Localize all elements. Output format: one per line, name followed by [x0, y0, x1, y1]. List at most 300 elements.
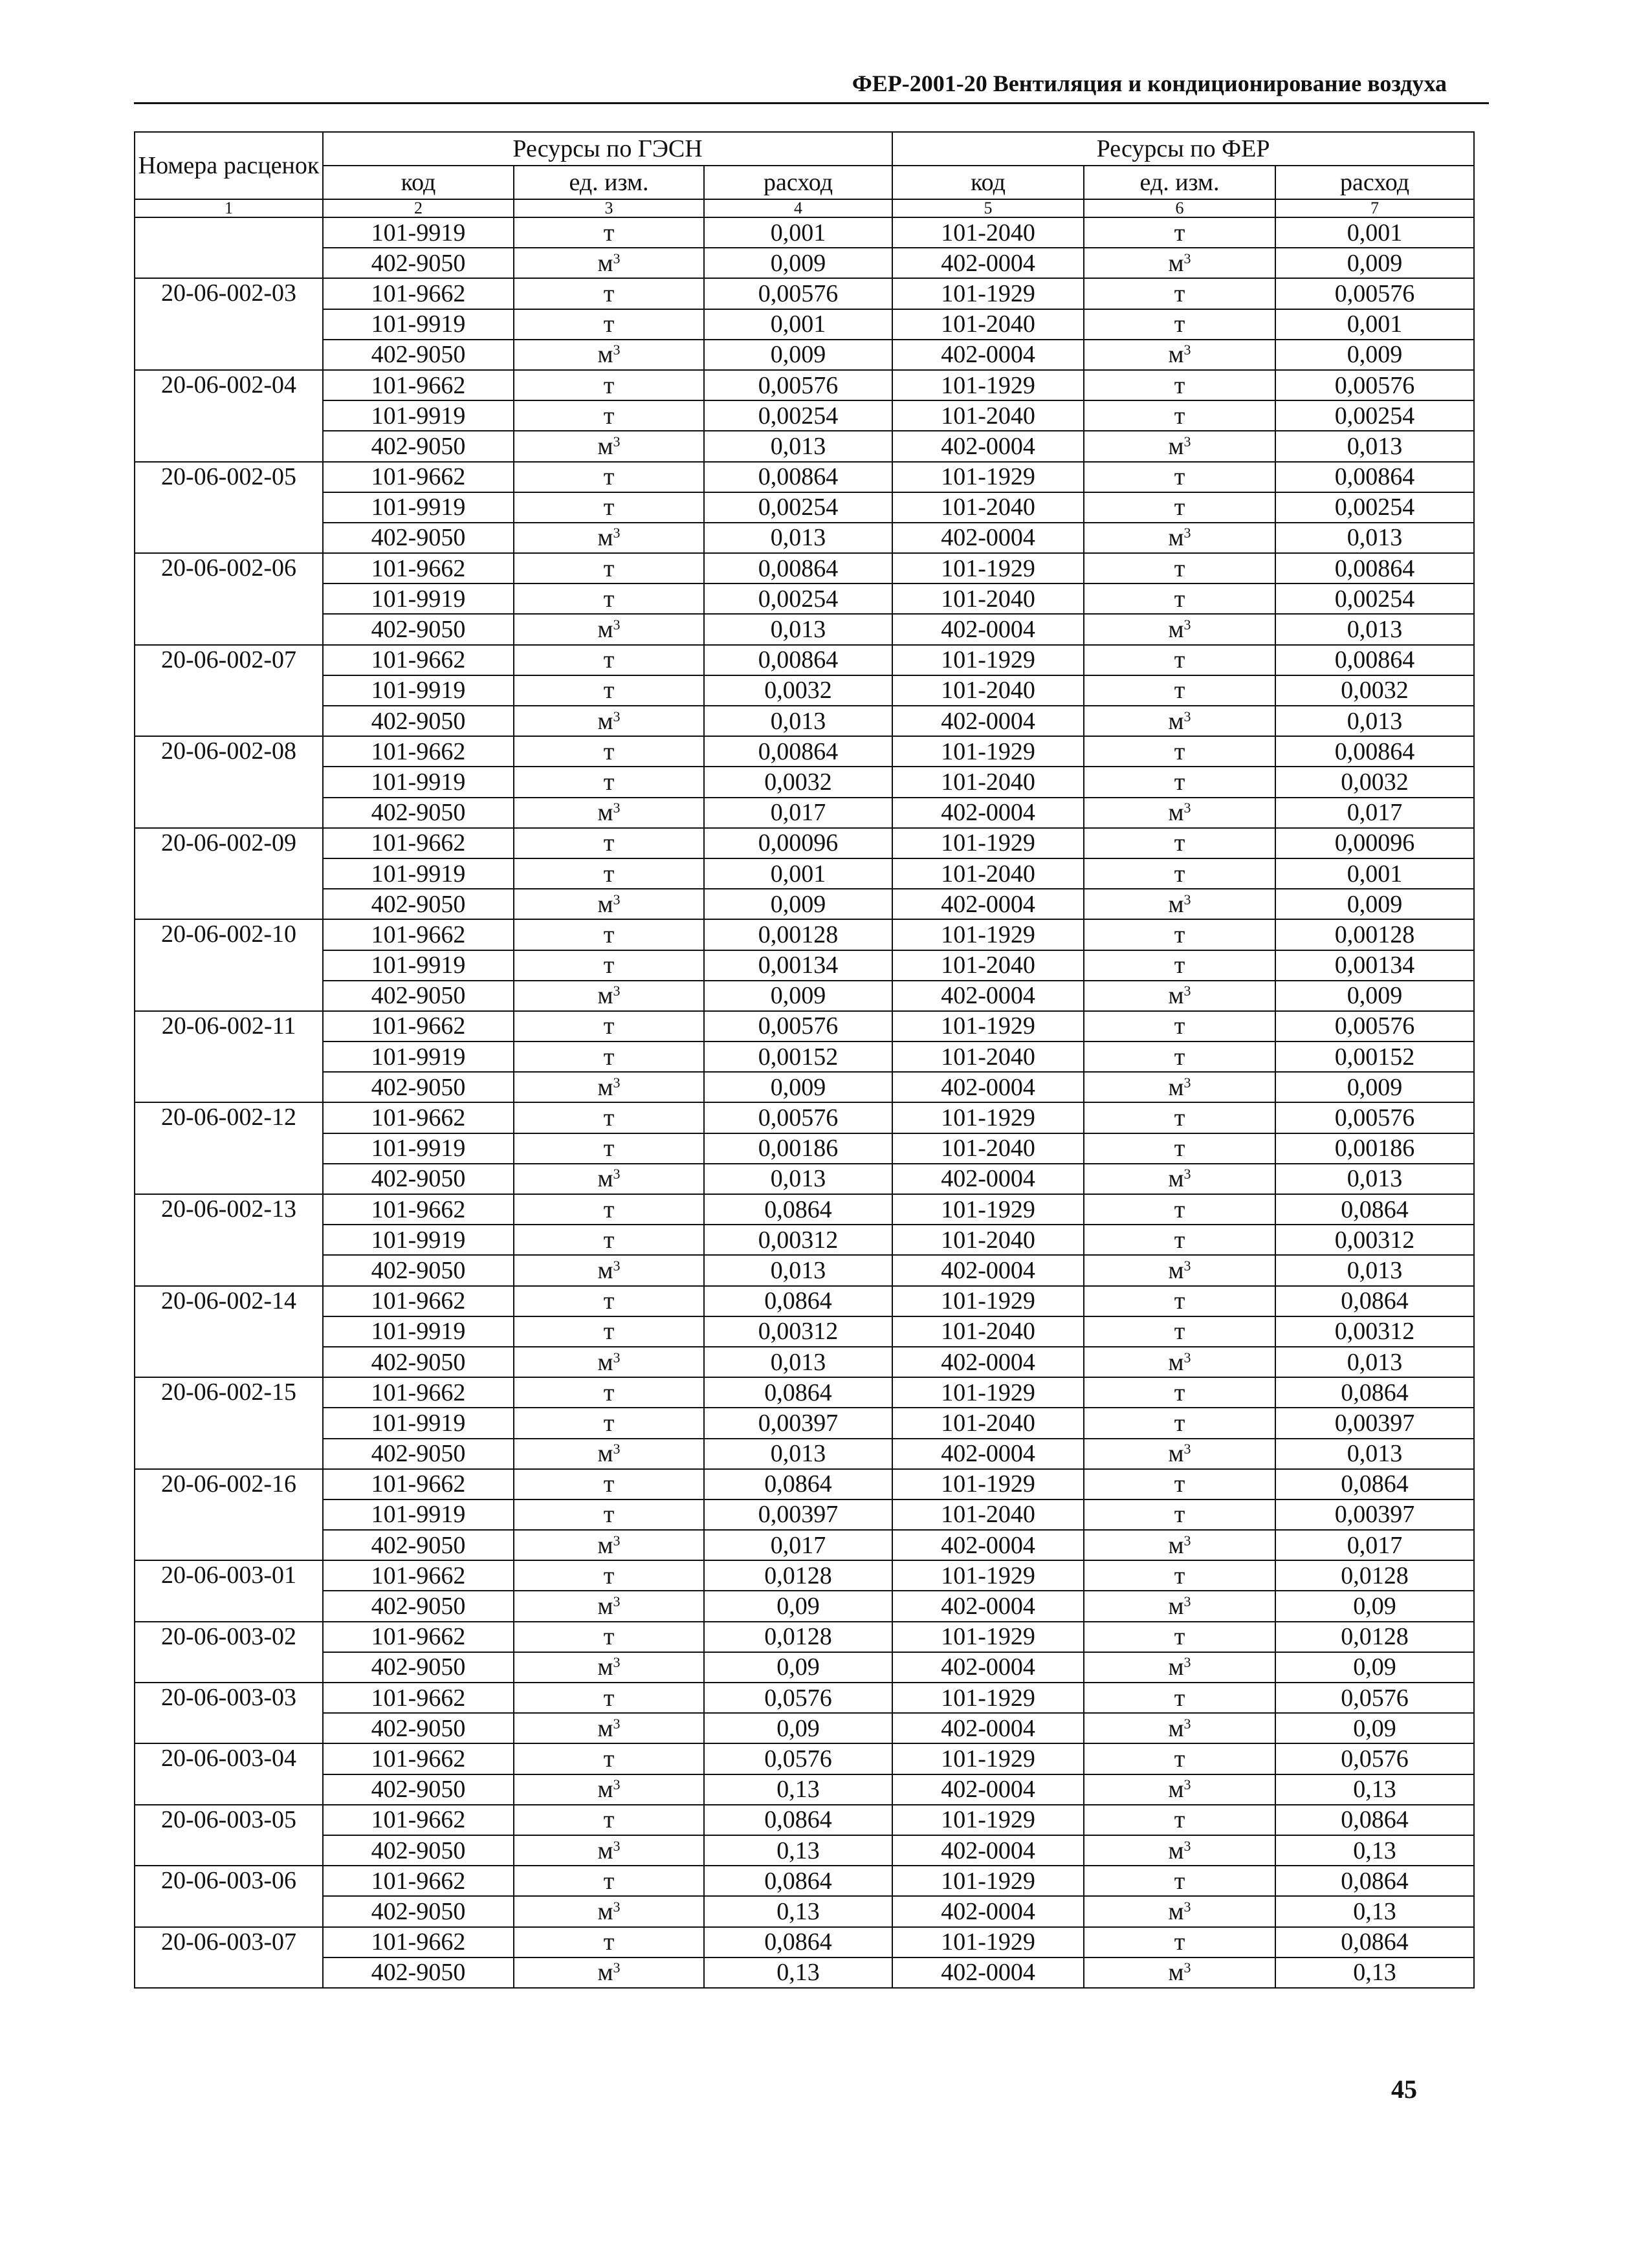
fer-amount-cell: 0,0032 — [1275, 675, 1474, 706]
fer-code-cell: 101-1929 — [892, 1622, 1084, 1652]
fer-code-cell: 101-1929 — [892, 1286, 1084, 1316]
gesn-amount-cell: 0,0128 — [704, 1622, 892, 1652]
fer-amount-cell: 0,013 — [1275, 523, 1474, 553]
table-row — [135, 1652, 1474, 1683]
unit-base: м — [1168, 982, 1184, 1010]
fer-amount-cell: 0,013 — [1275, 614, 1474, 644]
table-row — [135, 1866, 1474, 1896]
fer-unit-cell — [1084, 1347, 1275, 1377]
gesn-amount-cell: 0,00864 — [704, 736, 892, 767]
fer-code-cell: 101-1929 — [892, 645, 1084, 675]
fer-code-cell: 101-2040 — [892, 950, 1084, 981]
gesn-unit-cell: т — [514, 309, 704, 340]
rate-number-cell: 20-06-003-03 — [135, 1683, 323, 1743]
unit-base: м — [1168, 1593, 1184, 1620]
fer-code-cell: 402-0004 — [892, 889, 1084, 919]
fer-amount-cell: 0,013 — [1275, 1255, 1474, 1285]
fer-amount-cell: 0,00254 — [1275, 583, 1474, 614]
fer-amount-cell: 0,00128 — [1275, 919, 1474, 950]
gesn-amount-cell: 0,00152 — [704, 1041, 892, 1072]
gesn-unit-cell — [514, 1713, 704, 1743]
gesn-amount-cell: 0,00096 — [704, 828, 892, 858]
table-row — [135, 1530, 1474, 1560]
unit-exponent: 3 — [1183, 1257, 1191, 1274]
fer-unit-cell: т — [1084, 1408, 1275, 1438]
gesn-unit-cell — [514, 889, 704, 919]
fer-code-cell: 402-0004 — [892, 706, 1084, 736]
table-row — [135, 278, 1474, 309]
gesn-code-cell: 402-9050 — [323, 798, 514, 828]
gesn-unit-cell: т — [514, 462, 704, 492]
fer-amount-cell: 0,00186 — [1275, 1133, 1474, 1164]
gesn-unit-cell: т — [514, 1377, 704, 1408]
gesn-code-cell: 402-9050 — [323, 1591, 514, 1621]
fer-amount-cell: 0,0032 — [1275, 767, 1474, 797]
fer-unit-cell — [1084, 1713, 1275, 1743]
table-row — [135, 431, 1474, 461]
fer-code-cell: 402-0004 — [892, 1164, 1084, 1194]
fer-code-cell: 101-1929 — [892, 1011, 1084, 1041]
fer-unit-cell: т — [1084, 1286, 1275, 1316]
table-row — [135, 645, 1474, 675]
fer-code-cell: 402-0004 — [892, 1072, 1084, 1102]
fer-amount-cell: 0,09 — [1275, 1652, 1474, 1683]
table-row — [135, 1377, 1474, 1408]
unit-base: м — [597, 1837, 613, 1864]
table-row — [135, 1713, 1474, 1743]
table-row — [135, 1347, 1474, 1377]
unit-base: м — [597, 1440, 613, 1468]
fer-code-cell: 101-1929 — [892, 1102, 1084, 1133]
fer-code-cell: 101-2040 — [892, 1041, 1084, 1072]
fer-code-cell: 402-0004 — [892, 1439, 1084, 1469]
table-row — [135, 492, 1474, 523]
fer-code-cell: 402-0004 — [892, 1591, 1084, 1621]
gesn-code-cell: 101-9662 — [323, 278, 514, 309]
gesn-code-cell: 101-9662 — [323, 736, 514, 767]
gesn-unit-cell: т — [514, 1622, 704, 1652]
table-row — [135, 370, 1474, 400]
unit-base: м — [1168, 799, 1184, 827]
fer-amount-cell: 0,0864 — [1275, 1286, 1474, 1316]
unit-base: м — [1168, 1959, 1184, 1987]
gesn-unit-cell — [514, 706, 704, 736]
unit-exponent: 3 — [1183, 1959, 1191, 1976]
unit-exponent: 3 — [613, 342, 621, 358]
gesn-code-cell: 402-9050 — [323, 981, 514, 1011]
fer-amount-cell: 0,13 — [1275, 1957, 1474, 1988]
fer-code-cell: 101-1929 — [892, 278, 1084, 309]
gesn-code-cell: 402-9050 — [323, 1774, 514, 1805]
fer-amount-cell: 0,017 — [1275, 1530, 1474, 1560]
unit-base: м — [597, 1073, 613, 1101]
group-header-fer: Ресурсы по ФЕР — [892, 132, 1474, 166]
unit-base: м — [1168, 1165, 1184, 1193]
unit-base: м — [1168, 1653, 1184, 1681]
gesn-amount-cell: 0,0864 — [704, 1194, 892, 1225]
fer-unit-cell — [1084, 523, 1275, 553]
gesn-unit-cell — [514, 340, 704, 370]
fer-unit-cell: т — [1084, 583, 1275, 614]
fer-code-cell: 402-0004 — [892, 1957, 1084, 1988]
fer-unit-cell: т — [1084, 828, 1275, 858]
gesn-unit-cell: т — [514, 583, 704, 614]
fer-amount-cell: 0,013 — [1275, 706, 1474, 736]
fer-amount-cell: 0,0864 — [1275, 1866, 1474, 1896]
unit-base: м — [1168, 1897, 1184, 1925]
table-row — [135, 1102, 1474, 1133]
gesn-amount-cell: 0,00312 — [704, 1316, 892, 1347]
gesn-amount-cell: 0,09 — [704, 1652, 892, 1683]
unit-base: м — [597, 1531, 613, 1559]
rate-number-cell: 20-06-002-13 — [135, 1194, 323, 1286]
unit-base: м — [1168, 1348, 1184, 1376]
fer-code-cell: 402-0004 — [892, 798, 1084, 828]
fer-unit-cell: т — [1084, 492, 1275, 523]
table-row — [135, 1194, 1474, 1225]
unit-exponent: 3 — [613, 1441, 621, 1457]
gesn-unit-cell — [514, 1072, 704, 1102]
fer-amount-cell: 0,017 — [1275, 798, 1474, 828]
gesn-unit-cell: т — [514, 1408, 704, 1438]
gesn-amount-cell: 0,0576 — [704, 1683, 892, 1713]
fer-unit-cell: т — [1084, 278, 1275, 309]
fer-unit-cell: т — [1084, 1194, 1275, 1225]
gesn-code-cell: 402-9050 — [323, 523, 514, 553]
unit-exponent: 3 — [1183, 1441, 1191, 1457]
table-row — [135, 675, 1474, 706]
fer-amount-cell: 0,013 — [1275, 1164, 1474, 1194]
fer-amount-cell: 0,013 — [1275, 431, 1474, 461]
fer-amount-cell: 0,001 — [1275, 858, 1474, 889]
col-number: 3 — [514, 199, 704, 217]
table-row — [135, 1927, 1474, 1957]
rate-number-cell: 20-06-002-05 — [135, 462, 323, 554]
gesn-amount-cell: 0,0576 — [704, 1743, 892, 1774]
rate-number-cell: 20-06-003-01 — [135, 1560, 323, 1621]
fer-code-cell: 101-1929 — [892, 1743, 1084, 1774]
gesn-unit-cell: т — [514, 767, 704, 797]
fer-code-cell: 101-1929 — [892, 1866, 1084, 1896]
fer-amount-cell: 0,00312 — [1275, 1225, 1474, 1255]
fer-code-cell: 101-2040 — [892, 309, 1084, 340]
fer-unit-cell: т — [1084, 1377, 1275, 1408]
fer-unit-cell — [1084, 1530, 1275, 1560]
unit-exponent: 3 — [613, 1593, 621, 1610]
fer-code-cell: 101-2040 — [892, 858, 1084, 889]
fer-amount-cell: 0,0576 — [1275, 1683, 1474, 1713]
table-row — [135, 1164, 1474, 1194]
table-row — [135, 1774, 1474, 1805]
fer-unit-cell — [1084, 798, 1275, 828]
fer-unit-cell: т — [1084, 1133, 1275, 1164]
unit-exponent: 3 — [1183, 1593, 1191, 1610]
rate-number-cell: 20-06-002-03 — [135, 278, 323, 370]
unit-exponent: 3 — [613, 616, 621, 633]
fer-amount-cell: 0,09 — [1275, 1591, 1474, 1621]
fer-code-cell: 402-0004 — [892, 1713, 1084, 1743]
fer-code-cell: 402-0004 — [892, 523, 1084, 553]
gesn-amount-cell: 0,0864 — [704, 1866, 892, 1896]
gesn-code-cell: 101-9662 — [323, 462, 514, 492]
gesn-code-cell: 101-9919 — [323, 492, 514, 523]
fer-amount-cell: 0,0128 — [1275, 1622, 1474, 1652]
gesn-code-cell: 101-9919 — [323, 1041, 514, 1072]
fer-code-cell: 101-2040 — [892, 1133, 1084, 1164]
table-row — [135, 1835, 1474, 1866]
gesn-amount-cell: 0,009 — [704, 340, 892, 370]
unit-base: м — [597, 341, 613, 369]
fer-code-cell: 101-1929 — [892, 1469, 1084, 1499]
unit-exponent: 3 — [613, 1898, 621, 1915]
gesn-unit-cell — [514, 1896, 704, 1926]
gesn-amount-cell: 0,013 — [704, 1255, 892, 1285]
unit-exponent: 3 — [1183, 433, 1191, 450]
fer-code-cell: 402-0004 — [892, 1347, 1084, 1377]
gesn-code-cell: 402-9050 — [323, 1255, 514, 1285]
unit-exponent: 3 — [613, 1776, 621, 1793]
gesn-unit-cell: т — [514, 919, 704, 950]
sub-header-gesn-amount: расход — [704, 166, 892, 199]
gesn-amount-cell: 0,00186 — [704, 1133, 892, 1164]
fer-unit-cell: т — [1084, 462, 1275, 492]
fer-amount-cell: 0,00134 — [1275, 950, 1474, 981]
col-number: 1 — [135, 199, 323, 217]
fer-unit-cell: т — [1084, 1316, 1275, 1347]
fer-unit-cell: т — [1084, 858, 1275, 889]
gesn-code-cell: 402-9050 — [323, 1347, 514, 1377]
fer-amount-cell: 0,00864 — [1275, 736, 1474, 767]
gesn-unit-cell — [514, 1164, 704, 1194]
gesn-amount-cell: 0,00254 — [704, 492, 892, 523]
table-row — [135, 1286, 1474, 1316]
resources-table — [134, 131, 1475, 1989]
gesn-code-cell: 101-9662 — [323, 1102, 514, 1133]
gesn-unit-cell — [514, 1591, 704, 1621]
fer-code-cell: 402-0004 — [892, 1835, 1084, 1866]
gesn-amount-cell: 0,0864 — [704, 1286, 892, 1316]
gesn-unit-cell: т — [514, 736, 704, 767]
unit-base: м — [1168, 432, 1184, 460]
running-header-title: ФЕР-2001-20 Вентиляция и кондиционирование воздуха — [852, 71, 1447, 96]
table-row — [135, 523, 1474, 553]
fer-unit-cell — [1084, 1591, 1275, 1621]
gesn-unit-cell: т — [514, 1011, 704, 1041]
fer-unit-cell — [1084, 1896, 1275, 1926]
gesn-unit-cell: т — [514, 1927, 704, 1957]
fer-unit-cell — [1084, 248, 1275, 278]
unit-exponent: 3 — [613, 891, 621, 908]
gesn-code-cell: 101-9662 — [323, 370, 514, 400]
unit-base: м — [1168, 1073, 1184, 1101]
fer-amount-cell: 0,009 — [1275, 981, 1474, 1011]
fer-amount-cell: 0,00152 — [1275, 1041, 1474, 1072]
table-row — [135, 1469, 1474, 1499]
gesn-code-cell: 402-9050 — [323, 1072, 514, 1102]
table-row — [135, 217, 1474, 248]
gesn-amount-cell: 0,001 — [704, 309, 892, 340]
unit-exponent: 3 — [613, 708, 621, 725]
table-row — [135, 1133, 1474, 1164]
unit-exponent: 3 — [613, 1257, 621, 1274]
fer-code-cell: 101-1929 — [892, 1805, 1084, 1835]
fer-amount-cell: 0,0576 — [1275, 1743, 1474, 1774]
col-number: 6 — [1084, 199, 1275, 217]
gesn-code-cell: 402-9050 — [323, 1164, 514, 1194]
gesn-amount-cell: 0,09 — [704, 1713, 892, 1743]
gesn-code-cell: 402-9050 — [323, 1652, 514, 1683]
unit-base: м — [597, 1348, 613, 1376]
gesn-code-cell: 101-9919 — [323, 1316, 514, 1347]
unit-exponent: 3 — [613, 1959, 621, 1976]
gesn-unit-cell — [514, 1347, 704, 1377]
rate-number-cell: 20-06-003-07 — [135, 1927, 323, 1988]
fer-code-cell: 101-2040 — [892, 1316, 1084, 1347]
unit-exponent: 3 — [613, 1532, 621, 1549]
table-row — [135, 1011, 1474, 1041]
gesn-unit-cell — [514, 431, 704, 461]
unit-base: м — [597, 1593, 613, 1620]
fer-amount-cell: 0,00576 — [1275, 1011, 1474, 1041]
fer-unit-cell: т — [1084, 675, 1275, 706]
gesn-unit-cell: т — [514, 278, 704, 309]
fer-code-cell: 402-0004 — [892, 1774, 1084, 1805]
fer-amount-cell: 0,009 — [1275, 1072, 1474, 1102]
fer-amount-cell: 0,001 — [1275, 309, 1474, 340]
fer-code-cell: 402-0004 — [892, 340, 1084, 370]
table-row — [135, 1316, 1474, 1347]
fer-amount-cell: 0,009 — [1275, 248, 1474, 278]
gesn-code-cell: 101-9662 — [323, 1743, 514, 1774]
fer-code-cell: 402-0004 — [892, 1255, 1084, 1285]
gesn-code-cell: 402-9050 — [323, 889, 514, 919]
unit-exponent: 3 — [1183, 800, 1191, 816]
table-row — [135, 706, 1474, 736]
gesn-amount-cell: 0,013 — [704, 614, 892, 644]
unit-exponent: 3 — [613, 1074, 621, 1091]
fer-unit-cell: т — [1084, 767, 1275, 797]
gesn-code-cell: 402-9050 — [323, 614, 514, 644]
gesn-code-cell: 101-9662 — [323, 1560, 514, 1591]
table-row — [135, 614, 1474, 644]
gesn-amount-cell: 0,009 — [704, 889, 892, 919]
table-row — [135, 553, 1474, 583]
unit-exponent: 3 — [1183, 1654, 1191, 1671]
gesn-unit-cell: т — [514, 645, 704, 675]
unit-exponent: 3 — [1183, 1166, 1191, 1183]
gesn-amount-cell: 0,00864 — [704, 553, 892, 583]
unit-base: м — [597, 890, 613, 918]
unit-base: м — [597, 1714, 613, 1742]
fer-unit-cell: т — [1084, 1102, 1275, 1133]
unit-base: м — [597, 1897, 613, 1925]
gesn-code-cell: 101-9919 — [323, 217, 514, 248]
fer-unit-cell: т — [1084, 400, 1275, 431]
fer-amount-cell: 0,0128 — [1275, 1560, 1474, 1591]
gesn-amount-cell: 0,00864 — [704, 645, 892, 675]
unit-base: м — [597, 707, 613, 735]
gesn-amount-cell: 0,0864 — [704, 1377, 892, 1408]
group-header-gesn: Ресурсы по ГЭСН — [323, 132, 892, 166]
unit-base: м — [597, 982, 613, 1010]
table-row — [135, 919, 1474, 950]
gesn-code-cell: 101-9919 — [323, 1133, 514, 1164]
gesn-unit-cell: т — [514, 1194, 704, 1225]
fer-amount-cell: 0,09 — [1275, 1713, 1474, 1743]
unit-base: м — [597, 1959, 613, 1987]
unit-exponent: 3 — [613, 1654, 621, 1671]
fer-code-cell: 402-0004 — [892, 248, 1084, 278]
gesn-amount-cell: 0,009 — [704, 248, 892, 278]
gesn-unit-cell — [514, 798, 704, 828]
rate-number-cell: 20-06-003-04 — [135, 1743, 323, 1804]
gesn-amount-cell: 0,00576 — [704, 1011, 892, 1041]
gesn-code-cell: 402-9050 — [323, 1530, 514, 1560]
unit-base: м — [597, 524, 613, 552]
unit-base: м — [1168, 1440, 1184, 1468]
gesn-amount-cell: 0,00864 — [704, 462, 892, 492]
unit-base: м — [597, 1256, 613, 1284]
fer-amount-cell: 0,00397 — [1275, 1499, 1474, 1530]
gesn-unit-cell — [514, 1652, 704, 1683]
gesn-code-cell: 101-9662 — [323, 1286, 514, 1316]
fer-amount-cell: 0,13 — [1275, 1896, 1474, 1926]
fer-unit-cell — [1084, 614, 1275, 644]
fer-unit-cell — [1084, 1774, 1275, 1805]
unit-base: м — [1168, 1776, 1184, 1804]
unit-exponent: 3 — [613, 1715, 621, 1732]
fer-unit-cell — [1084, 981, 1275, 1011]
fer-code-cell: 402-0004 — [892, 614, 1084, 644]
fer-code-cell: 101-1929 — [892, 1683, 1084, 1713]
rate-number-cell: 20-06-003-05 — [135, 1805, 323, 1866]
fer-amount-cell: 0,00397 — [1275, 1408, 1474, 1438]
fer-amount-cell: 0,00254 — [1275, 400, 1474, 431]
gesn-amount-cell: 0,013 — [704, 1439, 892, 1469]
gesn-unit-cell — [514, 1530, 704, 1560]
gesn-unit-cell: т — [514, 675, 704, 706]
gesn-unit-cell — [514, 1255, 704, 1285]
gesn-amount-cell: 0,00134 — [704, 950, 892, 981]
fer-code-cell: 101-2040 — [892, 767, 1084, 797]
gesn-amount-cell: 0,017 — [704, 1530, 892, 1560]
table-row — [135, 1439, 1474, 1469]
fer-code-cell: 101-2040 — [892, 583, 1084, 614]
gesn-amount-cell: 0,13 — [704, 1835, 892, 1866]
gesn-unit-cell: т — [514, 950, 704, 981]
table-row — [135, 858, 1474, 889]
gesn-code-cell: 101-9662 — [323, 1469, 514, 1499]
fer-amount-cell: 0,13 — [1275, 1774, 1474, 1805]
fer-unit-cell: т — [1084, 1622, 1275, 1652]
table-row — [135, 1041, 1474, 1072]
gesn-unit-cell — [514, 614, 704, 644]
gesn-unit-cell: т — [514, 1316, 704, 1347]
gesn-unit-cell — [514, 1835, 704, 1866]
unit-base: м — [1168, 1837, 1184, 1864]
gesn-code-cell: 402-9050 — [323, 431, 514, 461]
fer-unit-cell — [1084, 1957, 1275, 1988]
gesn-amount-cell: 0,13 — [704, 1896, 892, 1926]
fer-unit-cell: т — [1084, 370, 1275, 400]
table-row — [135, 309, 1474, 340]
gesn-code-cell: 402-9050 — [323, 340, 514, 370]
unit-exponent: 3 — [1183, 1349, 1191, 1366]
gesn-code-cell: 101-9662 — [323, 1927, 514, 1957]
fer-code-cell: 101-1929 — [892, 462, 1084, 492]
table-row — [135, 828, 1474, 858]
table-row — [135, 981, 1474, 1011]
